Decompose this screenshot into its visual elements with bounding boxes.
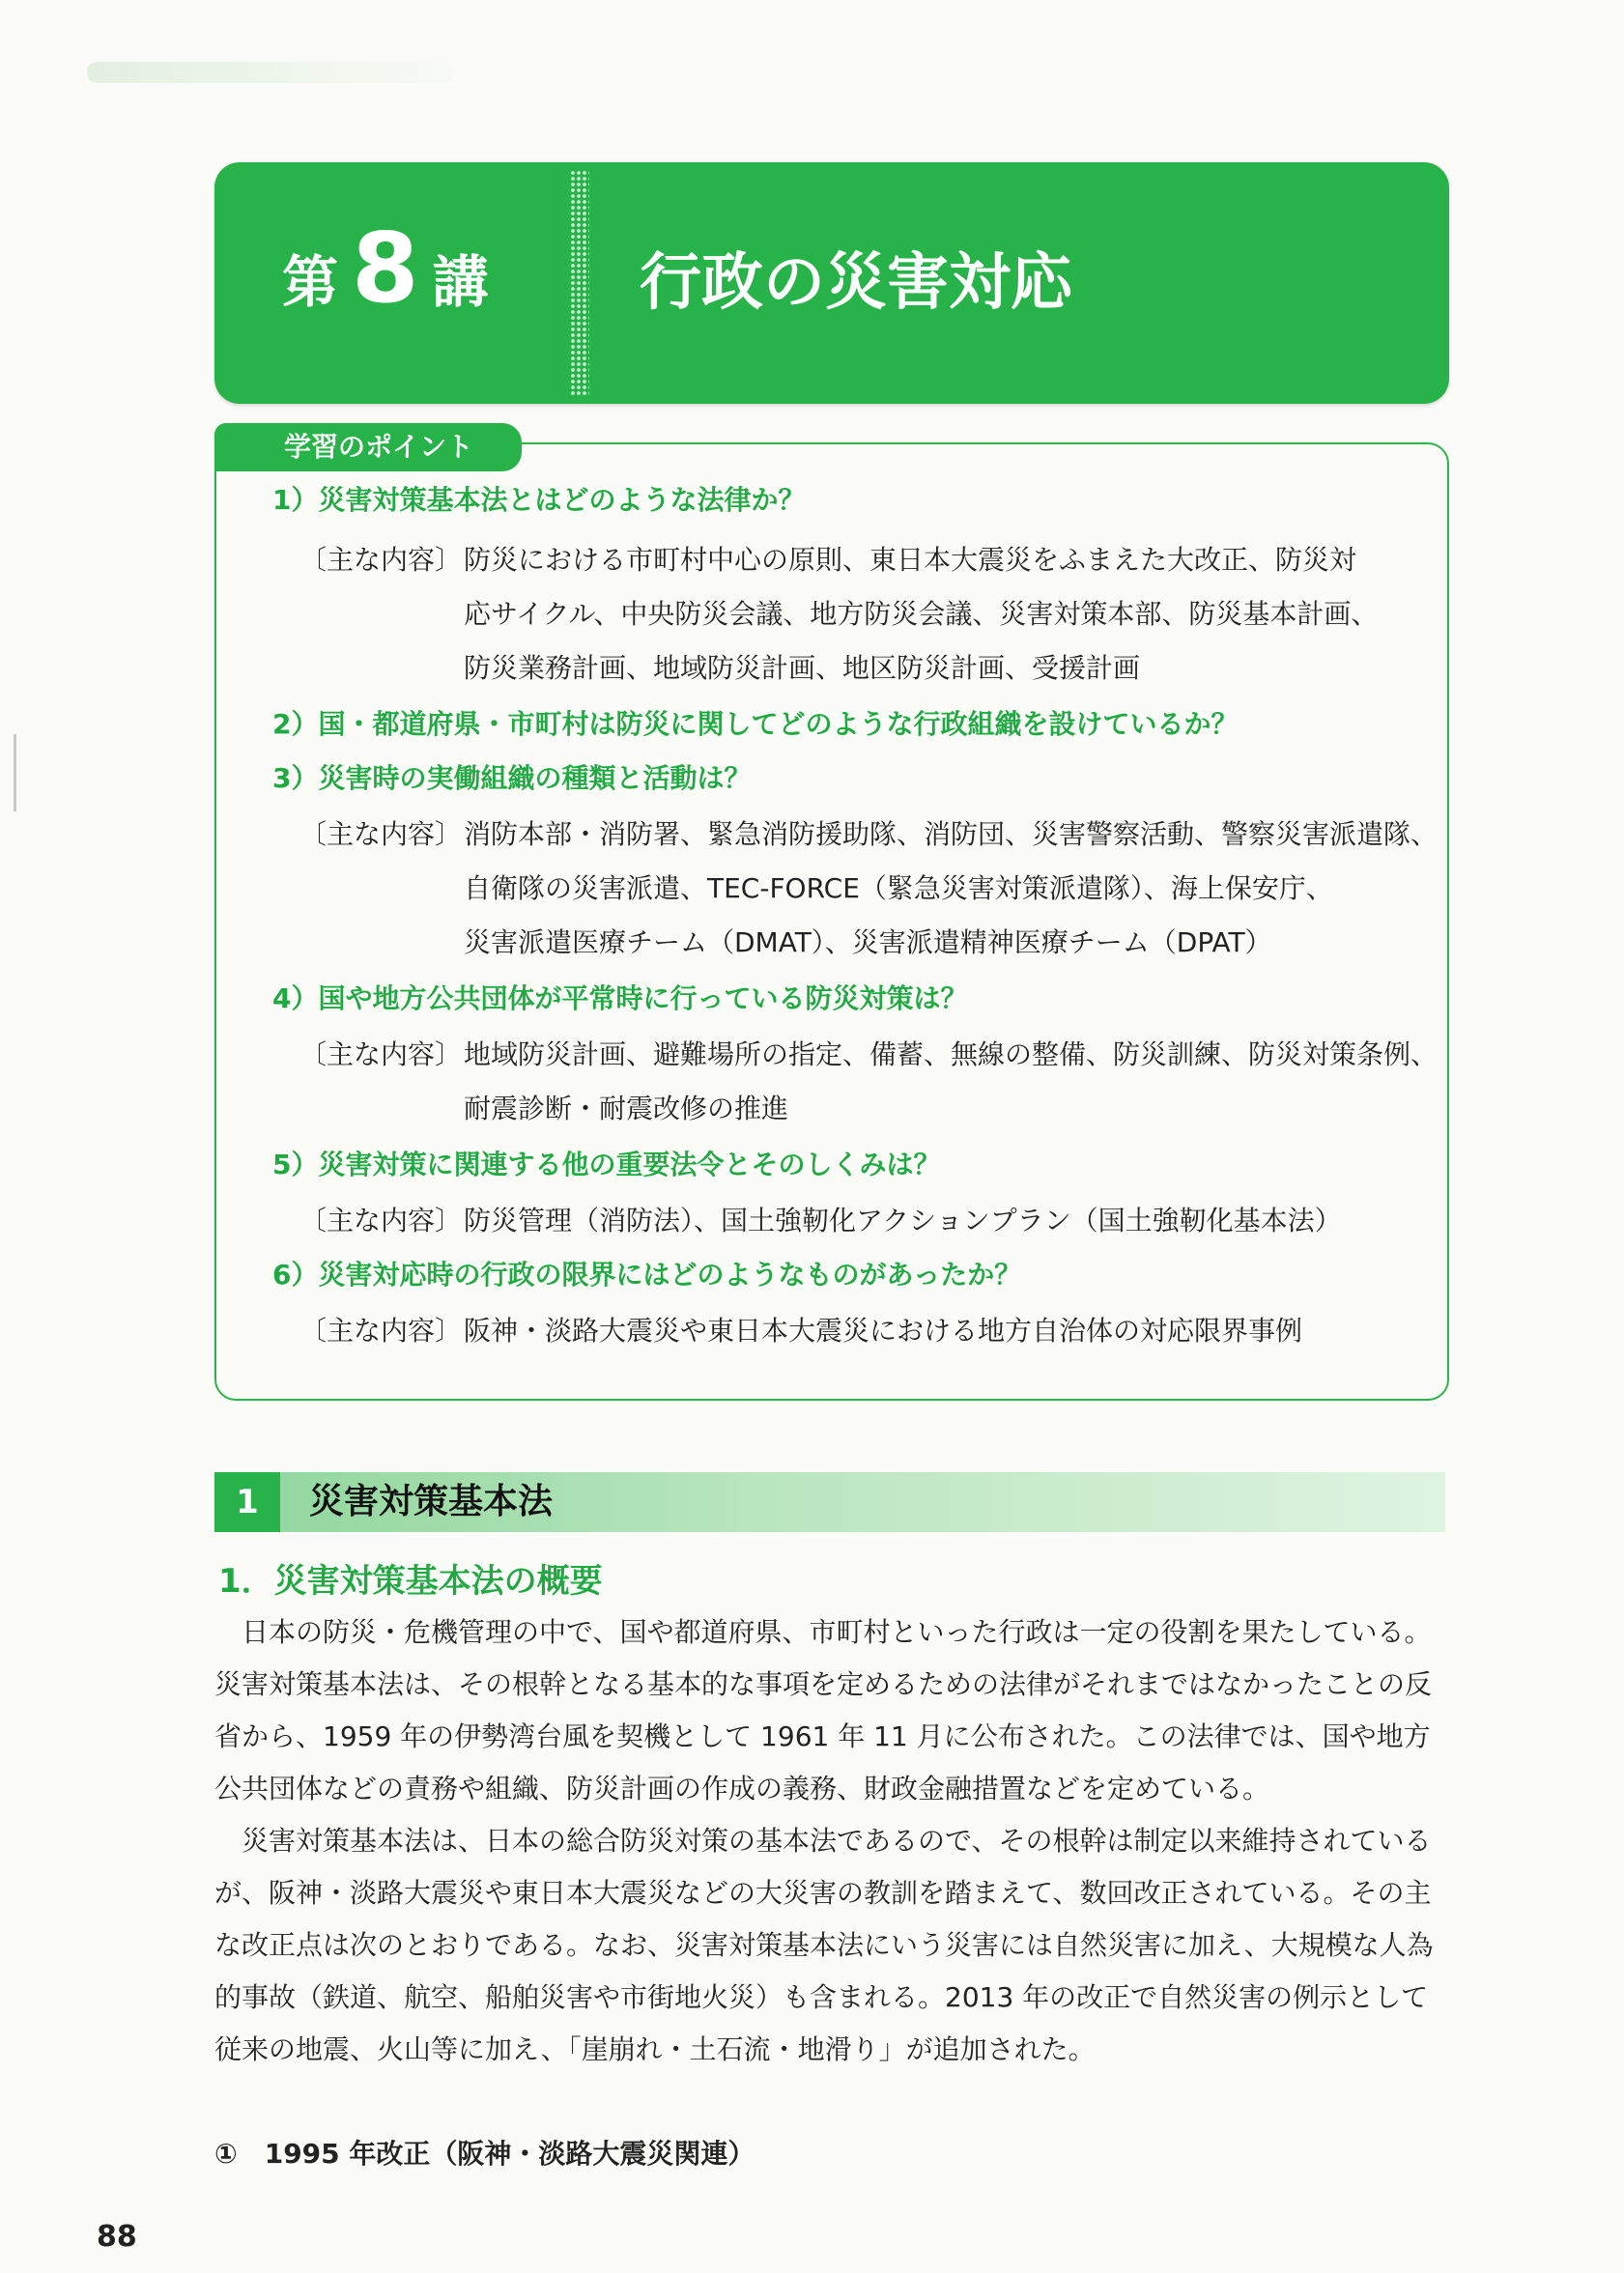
chapter-header [214, 162, 1449, 404]
chapter-prefix: 第 [282, 249, 339, 315]
top-smudge [87, 62, 454, 83]
section-title: 災害対策基本法 [309, 1482, 554, 1521]
body-line: 公共団体などの責務や組織、防災計画の作成の義務、財政金融措置などを定めている。 [214, 1773, 1270, 1804]
point-contents-line: 防災における市町村中心の原則、東日本大震災をふまえた大改正、防災対 [464, 544, 1357, 576]
chapter-suffix: 講 [432, 249, 489, 315]
subsection-title: 1．災害対策基本法の概要 [218, 1562, 603, 1601]
body-line: 的事故（鉄道、航空、船舶災害や市街地火災）も含まれる。2013 年の改正で自然災害の例示として [214, 1981, 1429, 2013]
point-question-3: 3）災害時の実働組織の種類と活動は？ [272, 762, 752, 794]
point-question-6: 6）災害対応時の行政の限界にはどのようなものがあったか？ [272, 1259, 1022, 1291]
point-contents-label-4: 〔主な内容〕 [299, 1038, 463, 1070]
point-contents-label-5: 〔主な内容〕 [299, 1205, 463, 1236]
point-question-2: 2）国・都道府県・市町村は防災に関してどのような行政組織を設けているか？ [272, 708, 1239, 740]
body-line: 従来の地震、火山等に加え、「崖崩れ・土石流・地滑り」が追加された。 [214, 2033, 1096, 2065]
point-question-1: 1）災害対策基本法とはどのような法律か？ [272, 484, 806, 516]
page-number: 88 [97, 2220, 137, 2254]
point-contents-line: 応サイクル、中央防災会議、地方防災会議、災害対策本部、防災基本計画、 [464, 598, 1379, 630]
body-line: 災害対策基本法は、その根幹となる基本的な事項を定めるための法律がそれまではなかったことの反 [214, 1668, 1433, 1700]
learning-points-label: 学習のポイント [214, 423, 522, 471]
body-line: 日本の防災・危機管理の中で、国や都道府県、市町村といった行政は一定の役割を果たしている。 [214, 1616, 1432, 1648]
point-contents-line: 防災管理（消防法）、国土強靭化アクションプラン（国土強靭化基本法） [464, 1205, 1342, 1236]
point-contents-line: 地域防災計画、避難場所の指定、備蓄、無線の整備、防災訓練、防災対策条例、 [464, 1038, 1439, 1070]
margin-mark [14, 734, 16, 811]
point-contents-label-6: 〔主な内容〕 [299, 1315, 463, 1347]
point-contents-line: 自衛隊の災害派遣、TEC-FORCE（緊急災害対策派遣隊）、海上保安庁、 [464, 872, 1333, 904]
point-contents-line: 消防本部・消防署、緊急消防援助隊、消防団、災害警察活動、警察災害派遣隊、 [464, 818, 1439, 850]
body-line: が、阪神・淡路大震災や東日本大震災などの大災害の教訓を踏まえて、数回改正されている。その主 [214, 1877, 1432, 1909]
body-line: 災害対策基本法は、日本の総合防災対策の基本法であるので、その根幹は制定以来維持されている [214, 1825, 1432, 1857]
point-question-4: 4）国や地方公共団体が平常時に行っている防災対策は？ [272, 982, 968, 1014]
point-question-5: 5）災害対策に関連する他の重要法令とそのしくみは？ [272, 1149, 941, 1180]
point-contents-line: 防災業務計画、地域防災計画、地区防災計画、受援計画 [464, 652, 1141, 684]
body-line: 省から、1959 年の伊勢湾台風を契機として 1961 年 11 月に公布された。この法律では、国や地方 [214, 1720, 1431, 1752]
point-contents-label-1: 〔主な内容〕 [299, 544, 463, 576]
point-contents-label-3: 〔主な内容〕 [299, 818, 463, 850]
body-line: な改正点は次のとおりである。なお、災害対策基本法にいう災害には自然災害に加え、大規模な人為 [214, 1929, 1434, 1961]
point-contents-line: 耐震診断・耐震改修の推進 [464, 1093, 789, 1124]
item-heading: ① 1995 年改正（阪神・淡路大震災関連） [214, 2138, 755, 2170]
chapter-title: 行政の災害対応 [640, 247, 1072, 319]
chapter-label [282, 212, 489, 346]
chapter-number: 8 [352, 212, 419, 325]
chapter-divider [570, 170, 589, 396]
section-number: 1 [214, 1472, 280, 1532]
point-contents-line: 災害派遣医療チーム（DMAT）、災害派遣精神医療チーム（DPAT） [464, 926, 1272, 958]
point-contents-line: 阪神・淡路大震災や東日本大震災における地方自治体の対応限界事例 [464, 1315, 1303, 1347]
